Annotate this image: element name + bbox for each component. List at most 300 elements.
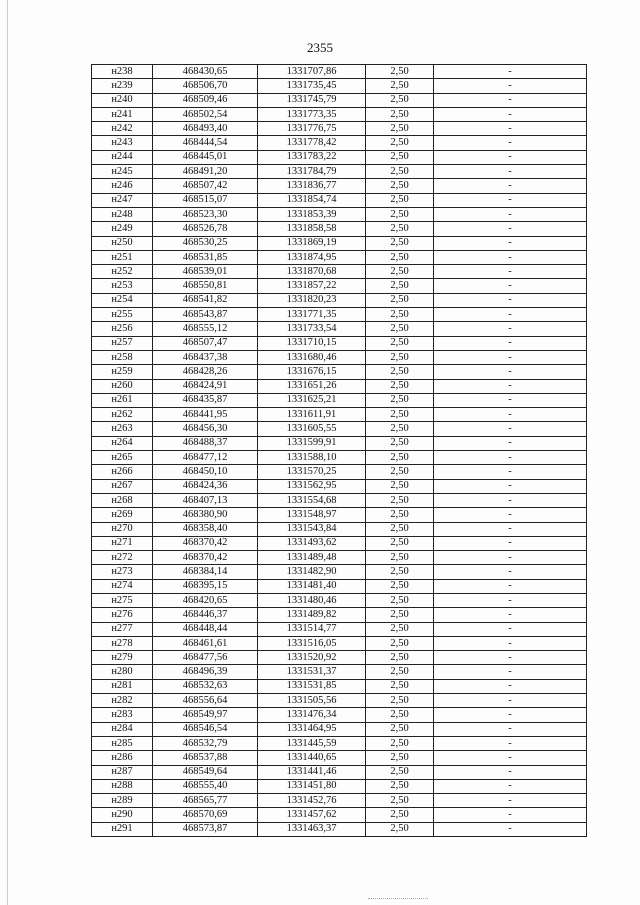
note-cell: - xyxy=(434,93,587,107)
accuracy-cell: 2,50 xyxy=(366,479,434,493)
point-id-cell: н240 xyxy=(92,93,153,107)
point-id-cell: н287 xyxy=(92,765,153,779)
x-coordinate-cell: 468570,69 xyxy=(153,808,258,822)
point-id-cell: н255 xyxy=(92,308,153,322)
point-id-cell: н267 xyxy=(92,479,153,493)
x-coordinate-cell: 468556,64 xyxy=(153,694,258,708)
y-coordinate-cell: 1331680,46 xyxy=(258,350,366,364)
y-coordinate-cell: 1331476,34 xyxy=(258,708,366,722)
note-cell: - xyxy=(434,408,587,422)
table-row xyxy=(92,322,587,336)
note-cell: - xyxy=(434,593,587,607)
accuracy-cell: 2,50 xyxy=(366,465,434,479)
y-coordinate-cell: 1331853,39 xyxy=(258,207,366,221)
y-coordinate-cell: 1331676,15 xyxy=(258,365,366,379)
accuracy-cell: 2,50 xyxy=(366,179,434,193)
accuracy-cell: 2,50 xyxy=(366,207,434,221)
accuracy-cell: 2,50 xyxy=(366,593,434,607)
note-cell: - xyxy=(434,422,587,436)
x-coordinate-cell: 468549,97 xyxy=(153,708,258,722)
note-cell: - xyxy=(434,107,587,121)
table-row xyxy=(92,222,587,236)
note-cell: - xyxy=(434,79,587,93)
table-row xyxy=(92,79,587,93)
accuracy-cell: 2,50 xyxy=(366,722,434,736)
y-coordinate-cell: 1331554,68 xyxy=(258,493,366,507)
point-id-cell: н249 xyxy=(92,222,153,236)
accuracy-cell: 2,50 xyxy=(366,393,434,407)
y-coordinate-cell: 1331771,35 xyxy=(258,308,366,322)
x-coordinate-cell: 468550,81 xyxy=(153,279,258,293)
table-row xyxy=(92,207,587,221)
table-row xyxy=(92,136,587,150)
point-id-cell: н264 xyxy=(92,436,153,450)
table-row xyxy=(92,508,587,522)
table-row xyxy=(92,308,587,322)
y-coordinate-cell: 1331505,56 xyxy=(258,694,366,708)
accuracy-cell: 2,50 xyxy=(366,293,434,307)
note-cell: - xyxy=(434,751,587,765)
y-coordinate-cell: 1331570,25 xyxy=(258,465,366,479)
y-coordinate-cell: 1331562,95 xyxy=(258,479,366,493)
table-row xyxy=(92,736,587,750)
note-cell: - xyxy=(434,279,587,293)
accuracy-cell: 2,50 xyxy=(366,436,434,450)
note-cell: - xyxy=(434,794,587,808)
point-id-cell: н256 xyxy=(92,322,153,336)
accuracy-cell: 2,50 xyxy=(366,107,434,121)
table-row xyxy=(92,107,587,121)
table-row xyxy=(92,608,587,622)
point-id-cell: н263 xyxy=(92,422,153,436)
x-coordinate-cell: 468428,26 xyxy=(153,365,258,379)
x-coordinate-cell: 468395,15 xyxy=(153,579,258,593)
note-cell: - xyxy=(434,822,587,836)
accuracy-cell: 2,50 xyxy=(366,622,434,636)
point-id-cell: н250 xyxy=(92,236,153,250)
x-coordinate-cell: 468506,70 xyxy=(153,79,258,93)
point-id-cell: н268 xyxy=(92,493,153,507)
x-coordinate-cell: 468515,07 xyxy=(153,193,258,207)
point-id-cell: н251 xyxy=(92,250,153,264)
y-coordinate-cell: 1331869,19 xyxy=(258,236,366,250)
x-coordinate-cell: 468444,54 xyxy=(153,136,258,150)
y-coordinate-cell: 1331599,91 xyxy=(258,436,366,450)
x-coordinate-cell: 468502,54 xyxy=(153,107,258,121)
y-coordinate-cell: 1331857,22 xyxy=(258,279,366,293)
point-id-cell: н286 xyxy=(92,751,153,765)
accuracy-cell: 2,50 xyxy=(366,379,434,393)
table-row xyxy=(92,579,587,593)
note-cell: - xyxy=(434,679,587,693)
x-coordinate-cell: 468496,39 xyxy=(153,665,258,679)
x-coordinate-cell: 468565,77 xyxy=(153,794,258,808)
y-coordinate-cell: 1331733,54 xyxy=(258,322,366,336)
point-id-cell: н279 xyxy=(92,651,153,665)
note-cell: - xyxy=(434,379,587,393)
point-id-cell: н282 xyxy=(92,694,153,708)
note-cell: - xyxy=(434,551,587,565)
x-coordinate-cell: 468370,42 xyxy=(153,551,258,565)
x-coordinate-cell: 468477,56 xyxy=(153,651,258,665)
x-coordinate-cell: 468435,87 xyxy=(153,393,258,407)
table-row xyxy=(92,708,587,722)
table-row xyxy=(92,436,587,450)
y-coordinate-cell: 1331457,62 xyxy=(258,808,366,822)
point-id-cell: н253 xyxy=(92,279,153,293)
y-coordinate-cell: 1331548,97 xyxy=(258,508,366,522)
note-cell: - xyxy=(434,765,587,779)
y-coordinate-cell: 1331516,05 xyxy=(258,636,366,650)
point-id-cell: н273 xyxy=(92,565,153,579)
note-cell: - xyxy=(434,336,587,350)
point-id-cell: н276 xyxy=(92,608,153,622)
point-id-cell: н260 xyxy=(92,379,153,393)
x-coordinate-cell: 468448,44 xyxy=(153,622,258,636)
accuracy-cell: 2,50 xyxy=(366,122,434,136)
x-coordinate-cell: 468532,79 xyxy=(153,736,258,750)
accuracy-cell: 2,50 xyxy=(366,279,434,293)
y-coordinate-cell: 1331605,55 xyxy=(258,422,366,436)
table-row xyxy=(92,551,587,565)
table-row xyxy=(92,694,587,708)
table-row xyxy=(92,808,587,822)
y-coordinate-cell: 1331531,37 xyxy=(258,665,366,679)
y-coordinate-cell: 1331440,65 xyxy=(258,751,366,765)
y-coordinate-cell: 1331651,26 xyxy=(258,379,366,393)
accuracy-cell: 2,50 xyxy=(366,265,434,279)
y-coordinate-cell: 1331710,15 xyxy=(258,336,366,350)
x-coordinate-cell: 468477,12 xyxy=(153,451,258,465)
point-id-cell: н261 xyxy=(92,393,153,407)
y-coordinate-cell: 1331870,68 xyxy=(258,265,366,279)
x-coordinate-cell: 468507,42 xyxy=(153,179,258,193)
accuracy-cell: 2,50 xyxy=(366,79,434,93)
page-edge-line xyxy=(7,0,8,905)
x-coordinate-cell: 468441,95 xyxy=(153,408,258,422)
x-coordinate-cell: 468541,82 xyxy=(153,293,258,307)
x-coordinate-cell: 468380,90 xyxy=(153,508,258,522)
table-row xyxy=(92,150,587,164)
y-coordinate-cell: 1331493,62 xyxy=(258,536,366,550)
x-coordinate-cell: 468488,37 xyxy=(153,436,258,450)
note-cell: - xyxy=(434,708,587,722)
point-id-cell: н283 xyxy=(92,708,153,722)
point-id-cell: н285 xyxy=(92,736,153,750)
table-row xyxy=(92,408,587,422)
note-cell: - xyxy=(434,451,587,465)
note-cell: - xyxy=(434,622,587,636)
note-cell: - xyxy=(434,493,587,507)
x-coordinate-cell: 468543,87 xyxy=(153,308,258,322)
y-coordinate-cell: 1331707,86 xyxy=(258,65,366,79)
y-coordinate-cell: 1331625,21 xyxy=(258,393,366,407)
x-coordinate-cell: 468555,12 xyxy=(153,322,258,336)
table-row xyxy=(92,422,587,436)
accuracy-cell: 2,50 xyxy=(366,508,434,522)
note-cell: - xyxy=(434,165,587,179)
x-coordinate-cell: 468450,10 xyxy=(153,465,258,479)
table-row xyxy=(92,465,587,479)
accuracy-cell: 2,50 xyxy=(366,222,434,236)
table-row xyxy=(92,279,587,293)
accuracy-cell: 2,50 xyxy=(366,493,434,507)
x-coordinate-cell: 468491,20 xyxy=(153,165,258,179)
x-coordinate-cell: 468537,88 xyxy=(153,751,258,765)
point-id-cell: н259 xyxy=(92,365,153,379)
note-cell: - xyxy=(434,808,587,822)
note-cell: - xyxy=(434,207,587,221)
x-coordinate-cell: 468555,40 xyxy=(153,779,258,793)
accuracy-cell: 2,50 xyxy=(366,236,434,250)
y-coordinate-cell: 1331543,84 xyxy=(258,522,366,536)
table-row xyxy=(92,165,587,179)
y-coordinate-cell: 1331773,35 xyxy=(258,107,366,121)
note-cell: - xyxy=(434,722,587,736)
y-coordinate-cell: 1331854,74 xyxy=(258,193,366,207)
note-cell: - xyxy=(434,308,587,322)
x-coordinate-cell: 468530,25 xyxy=(153,236,258,250)
note-cell: - xyxy=(434,508,587,522)
point-id-cell: н266 xyxy=(92,465,153,479)
note-cell: - xyxy=(434,779,587,793)
point-id-cell: н272 xyxy=(92,551,153,565)
y-coordinate-cell: 1331776,75 xyxy=(258,122,366,136)
note-cell: - xyxy=(434,522,587,536)
point-id-cell: н247 xyxy=(92,193,153,207)
table-row xyxy=(92,565,587,579)
point-id-cell: н274 xyxy=(92,579,153,593)
note-cell: - xyxy=(434,265,587,279)
accuracy-cell: 2,50 xyxy=(366,536,434,550)
x-coordinate-cell: 468430,65 xyxy=(153,65,258,79)
x-coordinate-cell: 468370,42 xyxy=(153,536,258,550)
point-id-cell: н289 xyxy=(92,794,153,808)
y-coordinate-cell: 1331482,90 xyxy=(258,565,366,579)
table-row xyxy=(92,822,587,836)
note-cell: - xyxy=(434,479,587,493)
note-cell: - xyxy=(434,536,587,550)
table-row xyxy=(92,93,587,107)
accuracy-cell: 2,50 xyxy=(366,193,434,207)
accuracy-cell: 2,50 xyxy=(366,608,434,622)
accuracy-cell: 2,50 xyxy=(366,665,434,679)
accuracy-cell: 2,50 xyxy=(366,422,434,436)
table-row xyxy=(92,193,587,207)
x-coordinate-cell: 468384,14 xyxy=(153,565,258,579)
note-cell: - xyxy=(434,222,587,236)
accuracy-cell: 2,50 xyxy=(366,365,434,379)
accuracy-cell: 2,50 xyxy=(366,150,434,164)
x-coordinate-cell: 468532,63 xyxy=(153,679,258,693)
table-row xyxy=(92,536,587,550)
y-coordinate-cell: 1331445,59 xyxy=(258,736,366,750)
coordinates-table-body xyxy=(92,65,587,837)
table-row xyxy=(92,65,587,79)
accuracy-cell: 2,50 xyxy=(366,822,434,836)
table-row xyxy=(92,479,587,493)
accuracy-cell: 2,50 xyxy=(366,336,434,350)
table-row xyxy=(92,393,587,407)
table-row xyxy=(92,794,587,808)
point-id-cell: н244 xyxy=(92,150,153,164)
table-row xyxy=(92,265,587,279)
point-id-cell: н284 xyxy=(92,722,153,736)
x-coordinate-cell: 468437,38 xyxy=(153,350,258,364)
x-coordinate-cell: 468461,61 xyxy=(153,636,258,650)
point-id-cell: н275 xyxy=(92,593,153,607)
y-coordinate-cell: 1331588,10 xyxy=(258,451,366,465)
coordinates-table xyxy=(91,64,587,837)
point-id-cell: н280 xyxy=(92,665,153,679)
y-coordinate-cell: 1331481,40 xyxy=(258,579,366,593)
note-cell: - xyxy=(434,694,587,708)
note-cell: - xyxy=(434,250,587,264)
accuracy-cell: 2,50 xyxy=(366,779,434,793)
table-row xyxy=(92,651,587,665)
table-row xyxy=(92,336,587,350)
y-coordinate-cell: 1331480,46 xyxy=(258,593,366,607)
point-id-cell: н248 xyxy=(92,207,153,221)
accuracy-cell: 2,50 xyxy=(366,350,434,364)
accuracy-cell: 2,50 xyxy=(366,636,434,650)
y-coordinate-cell: 1331745,79 xyxy=(258,93,366,107)
table-row xyxy=(92,350,587,364)
x-coordinate-cell: 468573,87 xyxy=(153,822,258,836)
table-row xyxy=(92,493,587,507)
accuracy-cell: 2,50 xyxy=(366,694,434,708)
note-cell: - xyxy=(434,665,587,679)
table-row xyxy=(92,122,587,136)
y-coordinate-cell: 1331441,46 xyxy=(258,765,366,779)
table-row xyxy=(92,451,587,465)
accuracy-cell: 2,50 xyxy=(366,736,434,750)
y-coordinate-cell: 1331735,45 xyxy=(258,79,366,93)
table-row xyxy=(92,636,587,650)
x-coordinate-cell: 468407,13 xyxy=(153,493,258,507)
point-id-cell: н288 xyxy=(92,779,153,793)
note-cell: - xyxy=(434,150,587,164)
point-id-cell: н269 xyxy=(92,508,153,522)
table-row xyxy=(92,665,587,679)
point-id-cell: н254 xyxy=(92,293,153,307)
table-row xyxy=(92,379,587,393)
accuracy-cell: 2,50 xyxy=(366,93,434,107)
accuracy-cell: 2,50 xyxy=(366,522,434,536)
x-coordinate-cell: 468456,30 xyxy=(153,422,258,436)
point-id-cell: н242 xyxy=(92,122,153,136)
accuracy-cell: 2,50 xyxy=(366,708,434,722)
page-number: 2355 xyxy=(307,40,333,55)
note-cell: - xyxy=(434,293,587,307)
y-coordinate-cell: 1331514,77 xyxy=(258,622,366,636)
scan-artifact-line xyxy=(368,898,428,899)
x-coordinate-cell: 468493,40 xyxy=(153,122,258,136)
y-coordinate-cell: 1331783,22 xyxy=(258,150,366,164)
accuracy-cell: 2,50 xyxy=(366,808,434,822)
note-cell: - xyxy=(434,608,587,622)
table-row xyxy=(92,236,587,250)
y-coordinate-cell: 1331464,95 xyxy=(258,722,366,736)
x-coordinate-cell: 468424,36 xyxy=(153,479,258,493)
note-cell: - xyxy=(434,465,587,479)
table-row xyxy=(92,622,587,636)
note-cell: - xyxy=(434,65,587,79)
point-id-cell: н243 xyxy=(92,136,153,150)
x-coordinate-cell: 468539,01 xyxy=(153,265,258,279)
x-coordinate-cell: 468526,78 xyxy=(153,222,258,236)
table-row xyxy=(92,751,587,765)
point-id-cell: н245 xyxy=(92,165,153,179)
note-cell: - xyxy=(434,136,587,150)
y-coordinate-cell: 1331489,82 xyxy=(258,608,366,622)
y-coordinate-cell: 1331784,79 xyxy=(258,165,366,179)
point-id-cell: н238 xyxy=(92,65,153,79)
y-coordinate-cell: 1331451,80 xyxy=(258,779,366,793)
y-coordinate-cell: 1331874,95 xyxy=(258,250,366,264)
table-row xyxy=(92,679,587,693)
point-id-cell: н278 xyxy=(92,636,153,650)
y-coordinate-cell: 1331836,77 xyxy=(258,179,366,193)
point-id-cell: н281 xyxy=(92,679,153,693)
note-cell: - xyxy=(434,322,587,336)
note-cell: - xyxy=(434,636,587,650)
table-row xyxy=(92,365,587,379)
accuracy-cell: 2,50 xyxy=(366,551,434,565)
accuracy-cell: 2,50 xyxy=(366,136,434,150)
x-coordinate-cell: 468546,54 xyxy=(153,722,258,736)
y-coordinate-cell: 1331778,42 xyxy=(258,136,366,150)
accuracy-cell: 2,50 xyxy=(366,451,434,465)
accuracy-cell: 2,50 xyxy=(366,765,434,779)
point-id-cell: н290 xyxy=(92,808,153,822)
point-id-cell: н277 xyxy=(92,622,153,636)
point-id-cell: н291 xyxy=(92,822,153,836)
table-row xyxy=(92,293,587,307)
note-cell: - xyxy=(434,179,587,193)
table-row xyxy=(92,179,587,193)
accuracy-cell: 2,50 xyxy=(366,565,434,579)
x-coordinate-cell: 468531,85 xyxy=(153,250,258,264)
point-id-cell: н257 xyxy=(92,336,153,350)
point-id-cell: н262 xyxy=(92,408,153,422)
accuracy-cell: 2,50 xyxy=(366,579,434,593)
note-cell: - xyxy=(434,365,587,379)
accuracy-cell: 2,50 xyxy=(366,651,434,665)
x-coordinate-cell: 468446,37 xyxy=(153,608,258,622)
point-id-cell: н258 xyxy=(92,350,153,364)
note-cell: - xyxy=(434,436,587,450)
x-coordinate-cell: 468420,65 xyxy=(153,593,258,607)
point-id-cell: н241 xyxy=(92,107,153,121)
y-coordinate-cell: 1331611,91 xyxy=(258,408,366,422)
x-coordinate-cell: 468509,46 xyxy=(153,93,258,107)
note-cell: - xyxy=(434,565,587,579)
accuracy-cell: 2,50 xyxy=(366,308,434,322)
x-coordinate-cell: 468358,40 xyxy=(153,522,258,536)
point-id-cell: н265 xyxy=(92,451,153,465)
note-cell: - xyxy=(434,236,587,250)
y-coordinate-cell: 1331463,37 xyxy=(258,822,366,836)
table-row xyxy=(92,722,587,736)
note-cell: - xyxy=(434,651,587,665)
point-id-cell: н271 xyxy=(92,536,153,550)
point-id-cell: н252 xyxy=(92,265,153,279)
note-cell: - xyxy=(434,350,587,364)
note-cell: - xyxy=(434,579,587,593)
y-coordinate-cell: 1331489,48 xyxy=(258,551,366,565)
y-coordinate-cell: 1331452,76 xyxy=(258,794,366,808)
